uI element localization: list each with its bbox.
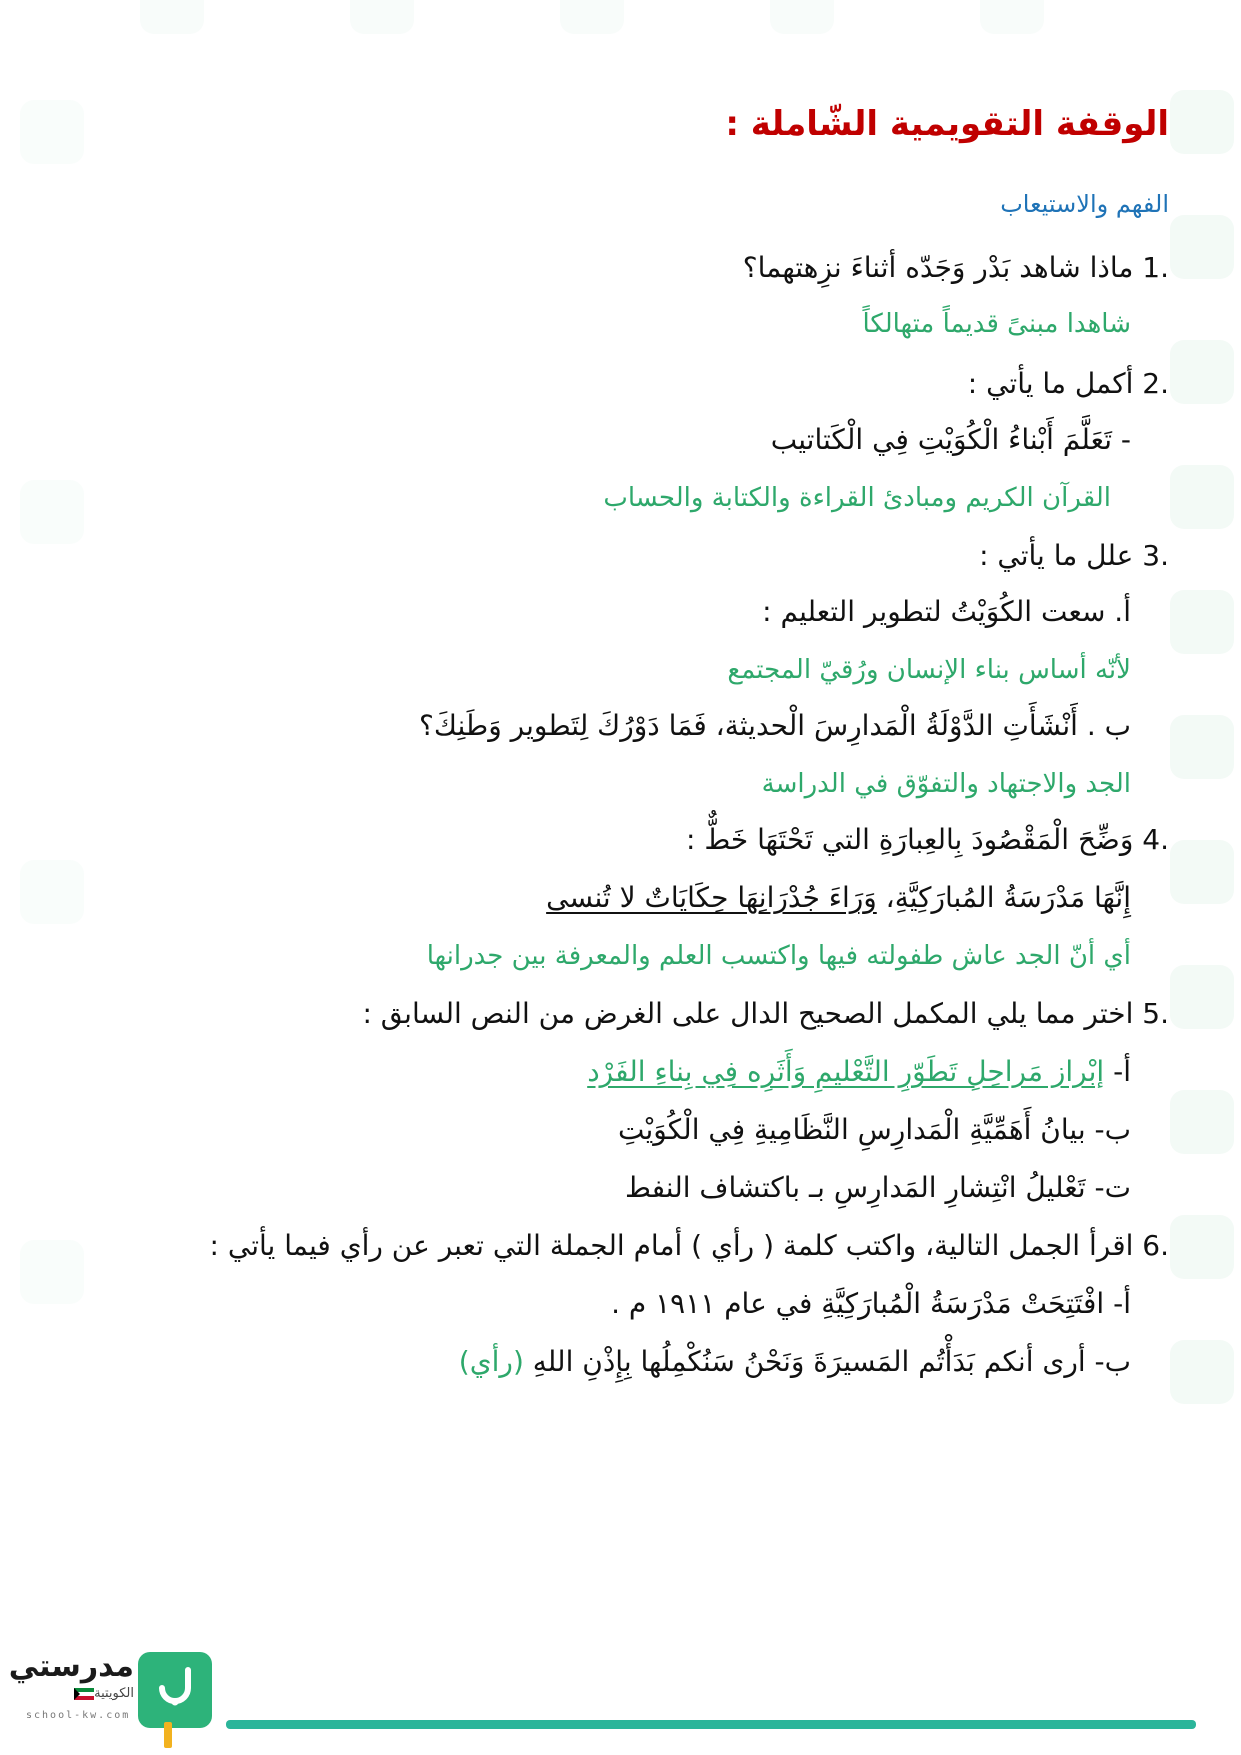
watermark-logo-icon [140,0,204,34]
logo-url: school-kw.com [26,1710,131,1721]
answer-1: شاهدا مبنىً قديماً متهالكاً [862,309,1131,339]
answer-3a: لأنّه أساس بناء الإنسان ورُقيّ المجتمع [727,655,1131,685]
logo-name: مدرستي [8,1649,134,1684]
choice-5a-text: إبْراز مَراحِلِ تَطَوّرِ التَّعْليمِ وَأَثَرِه فِي بِناءِ الفَرْد [587,1055,1105,1088]
question-4: .4 وَضِّحَ الْمَقْصُودَ بِالعِبارَةِ التي تَحْتَهَا خَطٌّ : [686,823,1169,856]
question-2-prompt: - تَعَلَّمَ أَبْناءُ الْكُوَيْتِ فِي الْكَتاتيب [770,423,1131,456]
choice-5a [587,1054,1131,1090]
answer-6b: (رأي) [458,1345,524,1378]
watermark-logo-icon [1170,465,1234,529]
watermark-logo-icon [980,0,1044,34]
watermark-logo-icon [1170,1215,1234,1279]
question-4-sentence [546,880,1131,916]
choice-5c: ت- تَعْليلُ انْتِشارِ المَدارِسِ بـ باكتشاف النفط [625,1171,1131,1204]
logo-subtitle-text: الكويتية [94,1686,134,1701]
watermark-logo-icon [1170,1340,1234,1404]
kuwait-flag-icon [74,1688,94,1700]
watermark-logo-icon [1170,715,1234,779]
madrasati-logo-icon [138,1652,212,1728]
footer-divider [226,1720,1196,1729]
answer-3b: الجد والاجتهاد والتفوّق في الدراسة [761,769,1131,799]
watermark-logo-icon [20,860,84,924]
watermark-logo-icon [20,100,84,164]
logo-subtitle [26,1686,134,1702]
watermark-logo-icon [770,0,834,34]
question-3: .3 علل ما يأتي : [979,539,1169,572]
watermark-logo-icon [1170,90,1234,154]
question-3b-prompt: ب . أَنْشَأَتِ الدَّوْلَةُ الْمَدارِسَ الْحديثة، فَمَا دَوْرُكَ لِتَطوير وَطَنِكَ؟ [419,709,1131,742]
pencil-icon [164,1722,172,1748]
sentence-6a: أ- افْتَتِحَتْ مَدْرَسَةُ الْمُبارَكِيَّةِ في عام ١٩١١ م . [611,1287,1131,1320]
question-4-sentence-underlined: وَرَاءَ جُدْرَانِهَا حِكَايَاتٌ لا تُنسى [546,881,877,914]
page-title: الوقفة التقويمية الشّاملة : [725,104,1169,144]
choice-5a-label: أ- [1104,1055,1131,1088]
logo-text [8,1649,134,1702]
sentence-6b [459,1344,1131,1380]
watermark-logo-icon [20,1240,84,1304]
choice-5b: ب- بيانُ أَهَمِّيَّةِ الْمَدارِسِ النَّظَامِيةِ فِي الْكُوَيْتِ [617,1113,1131,1146]
question-3a-prompt: أ. سعت الكُوَيْتُ لتطوير التعليم : [762,595,1131,628]
watermark-logo-icon [1170,215,1234,279]
watermark-logo-icon [1170,1090,1234,1154]
question-6: .6 اقرأ الجمل التالية، واكتب كلمة ( رأي ) أمام الجملة التي تعبر عن رأي فيما يأتي : [209,1229,1169,1262]
answer-2: القرآن الكريم ومبادئ القراءة والكتابة والحساب [603,483,1111,513]
question-4-sentence-plain: إِنَّهَا مَدْرَسَةُ المُبارَكِيَّةِ، [876,881,1131,914]
watermark-logo-icon [1170,840,1234,904]
sentence-6b-text: ب- أرى أنكم بَدَأْتُم المَسيرَةَ وَنَحْنُ سَنُكْمِلُها بِإِذْنِ اللهِ [523,1345,1131,1378]
watermark-logo-icon [20,480,84,544]
question-2: .2 أكمل ما يأتي : [967,367,1169,400]
watermark-logo-icon [1170,340,1234,404]
question-5: .5 اختر مما يلي المكمل الصحيح الدال على الغرض من النص السابق : [362,997,1169,1030]
section-heading: الفهم والاستيعاب [1000,190,1169,218]
watermark-logo-icon [1170,965,1234,1029]
watermark-logo-icon [350,0,414,34]
watermark-logo-icon [560,0,624,34]
watermark-logo-icon [1170,590,1234,654]
answer-4: أي أنّ الجد عاش طفولته فيها واكتسب العلم والمعرفة بين جدرانها [426,941,1131,971]
question-1: .1 ماذا شاهد بَدْر وَجَدّه أثناءَ نزِهتهما؟ [742,251,1169,284]
